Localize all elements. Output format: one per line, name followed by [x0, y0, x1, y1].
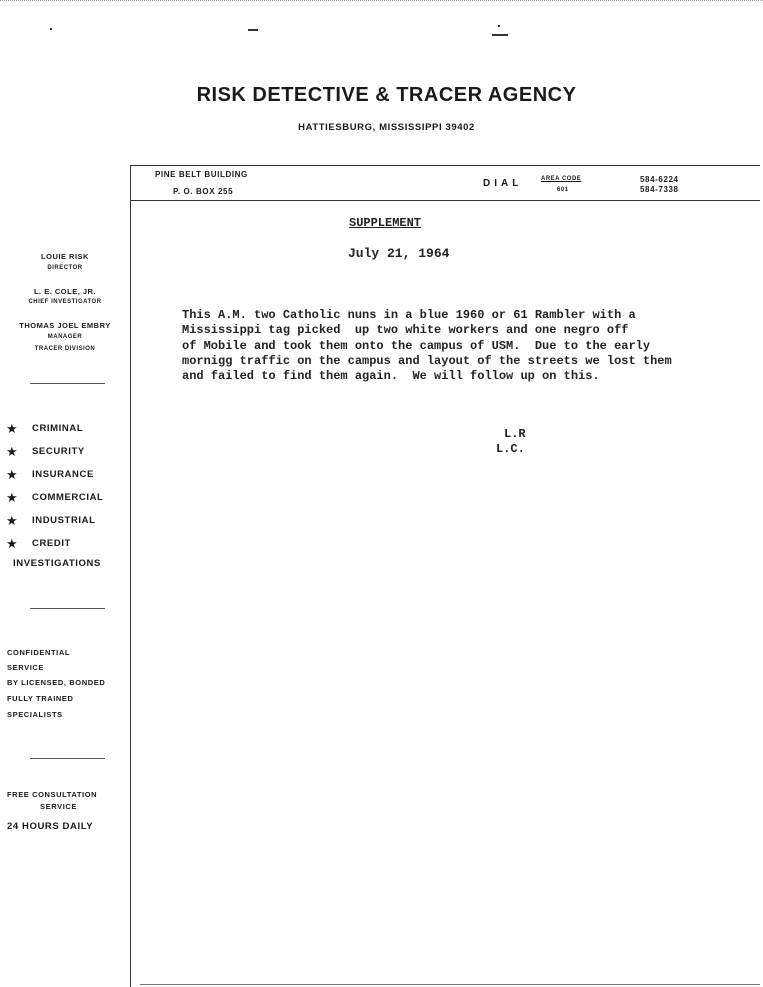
signature-initials-lr: L.R	[504, 427, 526, 441]
company-city: HATTIESBURG, MISSISSIPPI 39402	[298, 122, 475, 133]
star-icon: ★	[6, 466, 18, 482]
address-line-1: PINE BELT BUILDING	[155, 170, 248, 179]
confidential-line: BY LICENSED, BONDED	[7, 678, 106, 687]
area-code-label: AREA CODE	[541, 176, 582, 182]
service-label: CREDIT	[32, 537, 71, 549]
service-item	[6, 487, 103, 507]
memo-heading: SUPPLEMENT	[349, 216, 422, 230]
service-label: INDUSTRIAL	[32, 514, 96, 526]
staff-name-chief: L. E. COLE, JR.	[33, 287, 97, 296]
service-item	[6, 441, 85, 461]
header-top-rule	[130, 165, 760, 166]
header-bottom-rule	[130, 200, 760, 201]
hours-label: 24 HOURS DAILY	[7, 821, 94, 832]
confidential-line: FULLY TRAINED	[7, 694, 74, 703]
confidential-line: SERVICE	[7, 663, 44, 672]
page-bottom-rule	[140, 984, 760, 985]
memo-body-line: This A.M. two Catholic nuns in a blue 1960 or 61 Rambler with a	[182, 308, 636, 322]
staff-title-manager: MANAGER	[47, 334, 83, 340]
phone-1: 584-6224	[640, 175, 679, 184]
confidential-line: SPECIALISTS	[7, 710, 63, 719]
company-name: RISK DETECTIVE & TRACER AGENCY	[196, 84, 577, 106]
ink-speck	[498, 25, 500, 27]
sidebar-divider	[130, 165, 131, 987]
memo-body-line: mornigg traffic on the campus and layout of the streets we lost them	[182, 354, 672, 368]
ink-mark	[248, 29, 258, 31]
sidebar-separator	[30, 383, 105, 384]
phone-2: 584-7338	[640, 185, 679, 194]
star-icon: ★	[6, 535, 18, 551]
sidebar-separator	[30, 608, 105, 609]
consultation-line: FREE CONSULTATION	[7, 790, 98, 799]
service-item	[6, 464, 94, 484]
ink-mark	[492, 34, 508, 36]
sidebar-separator	[30, 758, 105, 759]
staff-title-chief: CHIEF INVESTIGATOR	[28, 299, 102, 305]
star-icon: ★	[6, 420, 18, 436]
ink-speck	[50, 28, 52, 30]
consultation-service: SERVICE	[40, 802, 77, 811]
memo-body-line: and failed to find them again. We will follow up on this.	[182, 369, 600, 383]
star-icon: ★	[6, 512, 18, 528]
service-label: COMMERCIAL	[32, 491, 104, 503]
top-edge-dots	[0, 0, 763, 2]
staff-name-manager: THOMAS JOEL EMBRY	[19, 321, 111, 330]
star-icon: ★	[6, 443, 18, 459]
signature-initials-lc: L.C.	[496, 442, 525, 456]
service-label: SECURITY	[32, 445, 85, 457]
staff-title-tracer-division: TRACER DIVISION	[34, 346, 96, 352]
staff-name-director: LOUIE RISK	[41, 252, 89, 261]
service-label: INSURANCE	[32, 468, 94, 480]
star-icon: ★	[6, 489, 18, 505]
service-item	[6, 533, 71, 553]
confidential-line: CONFIDENTIAL	[7, 648, 71, 657]
service-item	[6, 418, 83, 438]
memo-date: July 21, 1964	[348, 246, 450, 261]
address-line-2: P. O. BOX 255	[173, 187, 234, 196]
dial-label: DIAL	[483, 178, 523, 189]
service-item	[6, 510, 96, 530]
services-footer: INVESTIGATIONS	[13, 558, 101, 569]
memo-body-line: Mississippi tag picked up two white workers and one negro off	[182, 323, 629, 337]
staff-title-director: DIRECTOR	[47, 265, 83, 271]
area-code: 601	[557, 187, 569, 193]
service-label: CRIMINAL	[32, 422, 84, 434]
memo-body-line: of Mobile and took them onto the campus of USM. Due to the early	[182, 339, 651, 353]
